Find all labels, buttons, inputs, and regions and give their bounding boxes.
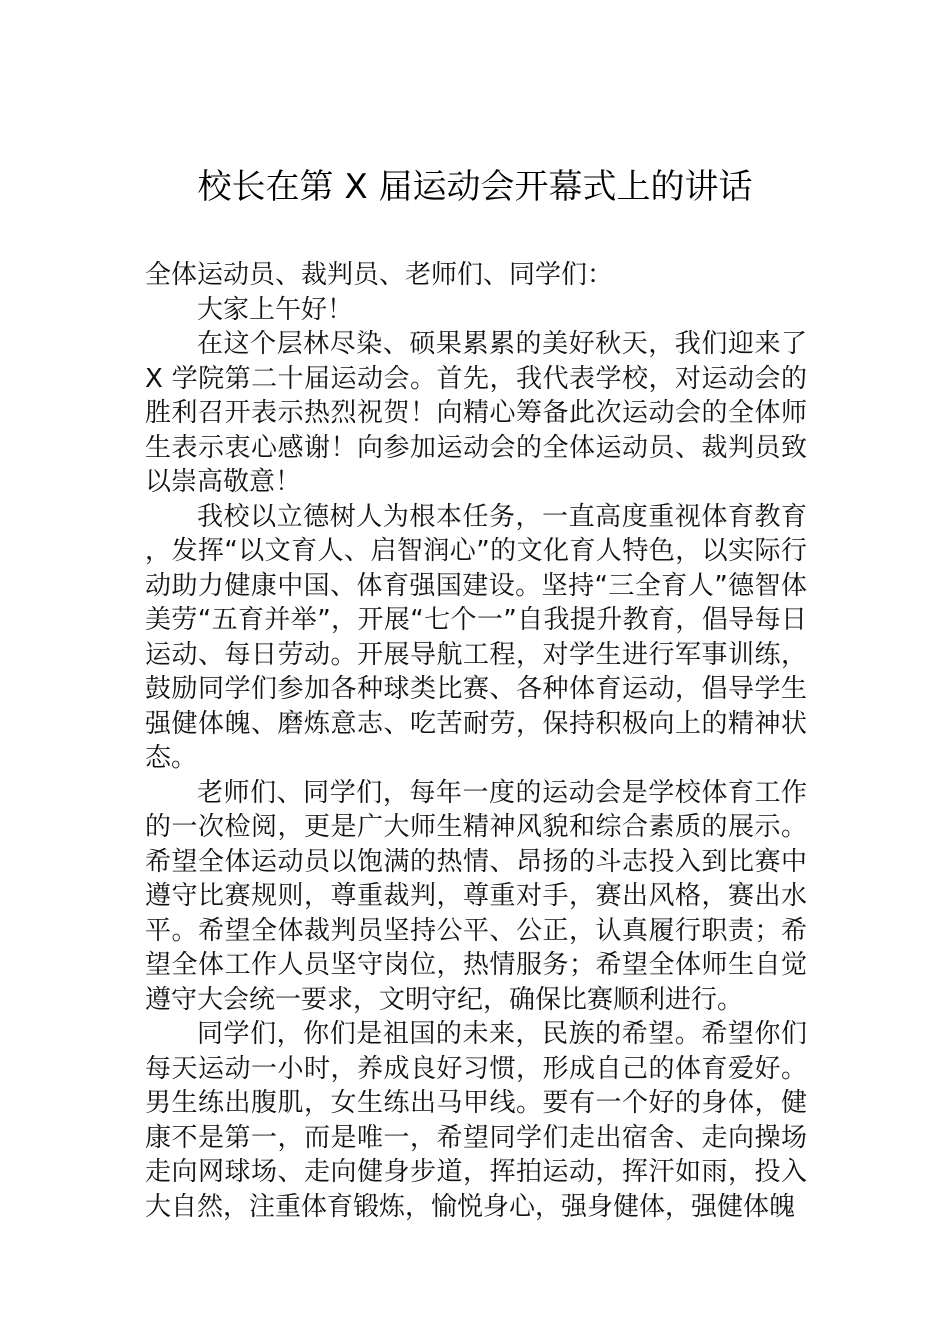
paragraph-greeting: 大家上午好！	[197, 294, 354, 325]
paragraph-expectations: 老师们、同学们，每年一度的运动会是学校体育工作的一次检阅，更是广大师生精神风貌和综合素质的展示。希望全体运动员以饱满的热情、昂扬的斗志投入到比赛中遵守比赛规则，尊重裁判，尊重对手，赛出风格，赛出水平。希望全体裁判员坚持公平、公正，认真履行职责；希望全体工作人员坚守岗位，热情服务；希望全体师生自觉遵守大会统一要求，文明守纪，确保比赛顺利进行。	[145, 777, 807, 1015]
paragraph-to-students: 同学们，你们是祖国的未来，民族的希望。希望你们每天运动一小时，养成良好习惯，形成自己的体育爱好。男生练出腹肌，女生练出马甲线。要有一个好的身体，健康不是第一，而是唯一，希望同学们走出宿舍、走向操场走向网球场、走向健身步道，挥拍运动，挥汗如雨，投入大自然，注重体育锻炼，愉悦身心，强身健体，强健体魄	[145, 1019, 807, 1222]
salutation: 全体运动员、裁判员、老师们、同学们：	[145, 260, 614, 290]
document-body	[145, 258, 807, 1224]
document-title: 校长在第 X 届运动会开幕式上的讲话	[197, 167, 753, 207]
paragraph-school-sports-education: 我校以立德树人为根本任务，一直高度重视体育教育，发挥“以文育人、启智润心”的文化育人特色，以实际行动助力健康中国、体育强国建设。坚持“三全育人”德智体美劳“五育并举”，开展“七个一”自我提升教育，倡导每日运动、每日劳动。开展导航工程，对学生进行军事训练，鼓励同学们参加各种球类比赛、各种体育运动，倡导学生强健体魄、磨炼意志、吃苦耐劳，保持积极向上的精神状态。	[145, 501, 807, 773]
paragraph-welcome: 在这个层林尽染、硕果累累的美好秋天，我们迎来了 X 学院第二十届运动会。首先，我代表学校，对运动会的胜利召开表示热烈祝贺！向精心筹备此次运动会的全体师生表示衷心感谢！向参加运动会的全体运动员、裁判员致以崇高敬意！	[145, 329, 807, 497]
